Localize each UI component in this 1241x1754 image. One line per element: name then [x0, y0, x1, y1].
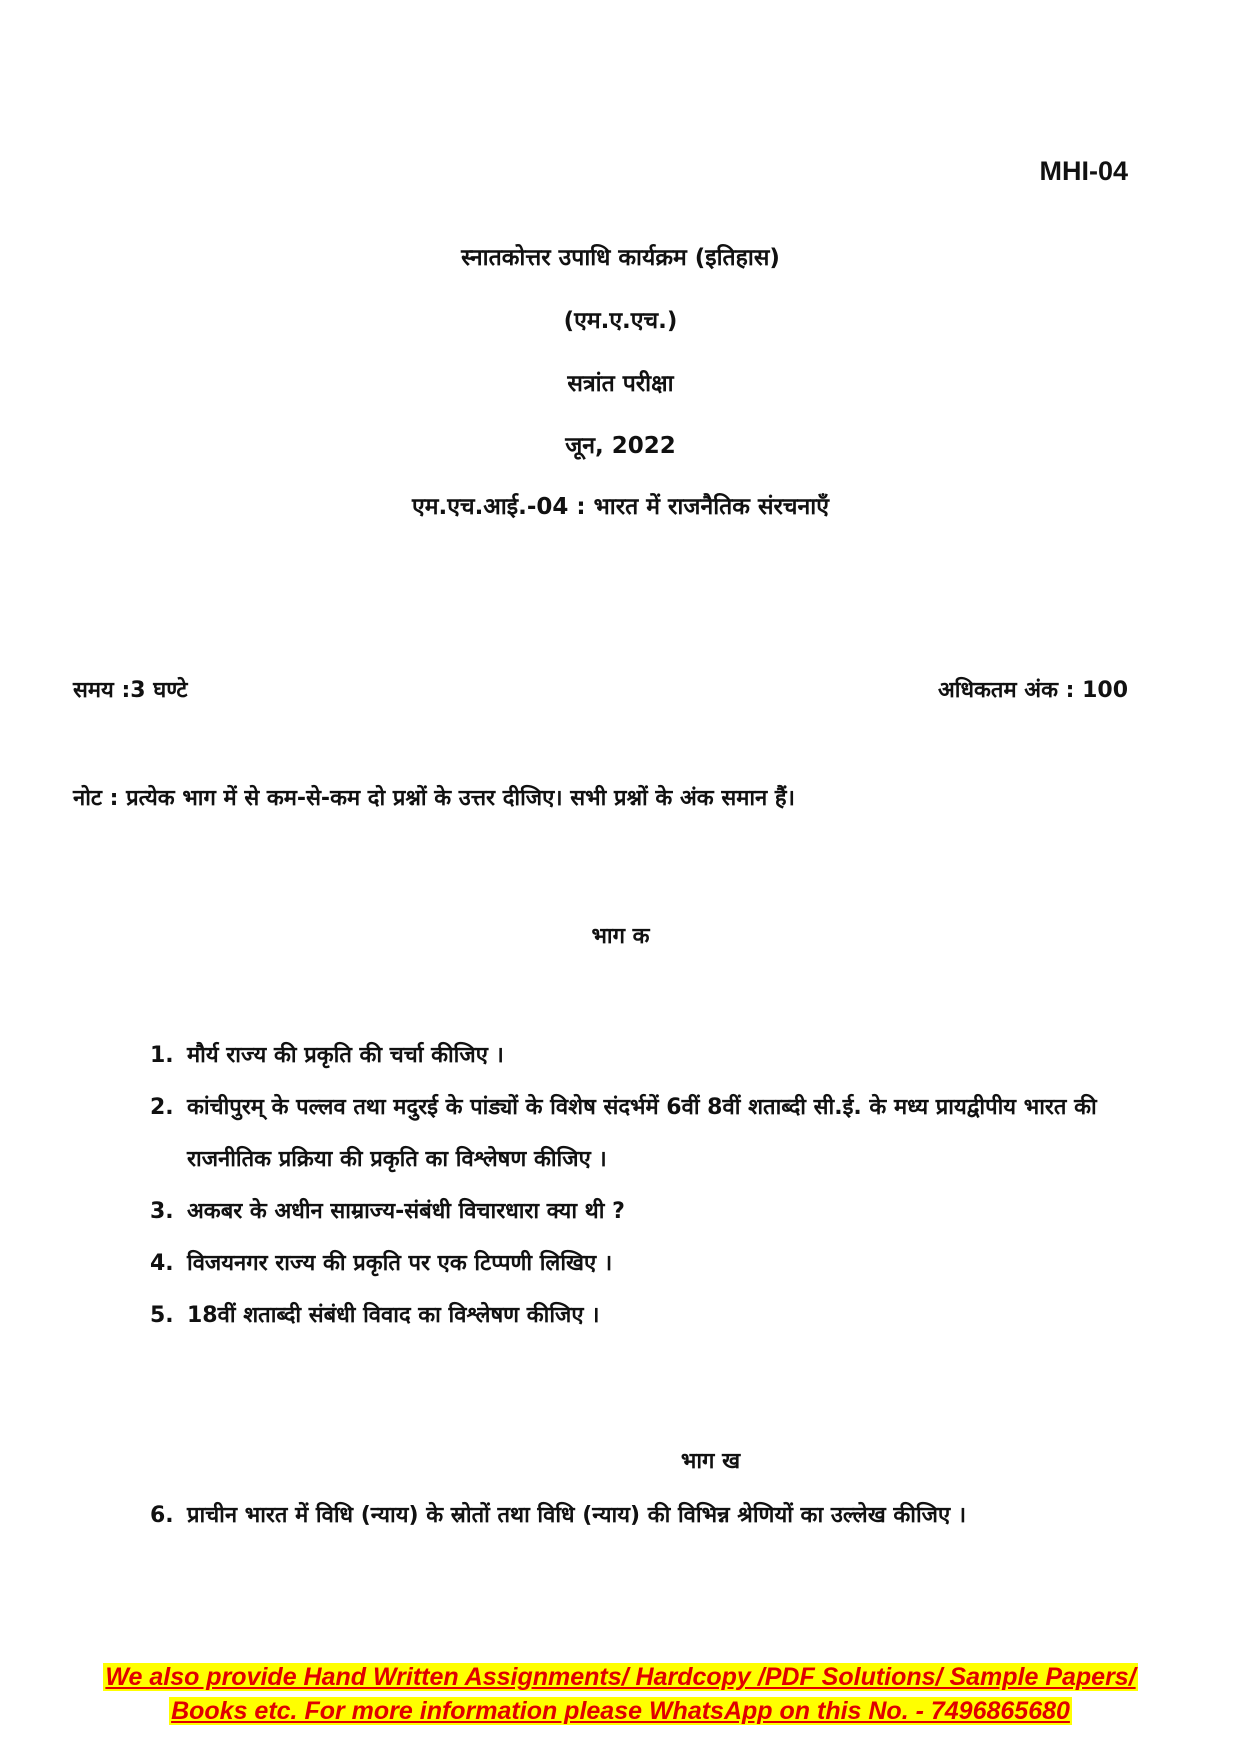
question-4: [150, 1238, 1130, 1290]
programme-abbreviation: (एम.ए.एच.): [563, 308, 678, 334]
section-b-heading: भाग ख: [680, 1449, 741, 1474]
question-1: [150, 1030, 1130, 1082]
question-2: [150, 1082, 1130, 1186]
section-a-questions: [150, 1030, 1130, 1342]
course-code: MHI-04: [1039, 156, 1128, 186]
question-number: 3.: [150, 1199, 174, 1224]
exam-type: सत्रांत परीक्षा: [567, 371, 674, 397]
question-text: अकबर के अधीन साम्राज्य-संबंधी विचारधारा क्या थी ?: [187, 1199, 625, 1224]
question-number: 4.: [150, 1251, 174, 1276]
question-6: [150, 1490, 1100, 1542]
question-text: कांचीपुरम् के पल्लव तथा मदुरई के पांड्यों के विशेष संदर्भमें 6वीं 8वीं शताब्दी सी.ई. के मध्य प्रायद्वीपीय भारत की राजनीतिक प्रक्रिया की प्रकृति का विश्लेषण कीजिए ।: [187, 1095, 1097, 1172]
question-number: 2.: [150, 1095, 174, 1120]
promo-line-1: We also provide Hand Written Assignments/ Hardcopy /PDF Solutions/ Sample Papers/: [105, 1663, 1136, 1691]
promo-footer: [0, 1660, 1241, 1728]
section-a-heading: भाग क: [591, 924, 650, 949]
programme-title: स्नातकोत्तर उपाधि कार्यक्रम (इतिहास): [461, 245, 780, 271]
question-3: [150, 1186, 1130, 1238]
instructions-note: नोट : प्रत्येक भाग में से कम-से-कम दो प्रश्नों के उत्तर दीजिए। सभी प्रश्नों के अंक समान हैं।: [73, 786, 795, 811]
paper-title: एम.एच.आई.-04 : भारत में राजनैतिक संरचनाएँ: [412, 494, 829, 520]
question-text: प्राचीन भारत में विधि (न्याय) के स्रोतों तथा विधि (न्याय) की विभिन्न श्रेणियों का उल्लेख कीजिए ।: [187, 1503, 967, 1528]
exam-session: जून, 2022: [565, 433, 676, 459]
promo-line-2: Books etc. For more information please WhatsApp on this No. - 7496865680: [171, 1697, 1070, 1725]
question-text: 18वीं शताब्दी संबंधी विवाद का विश्लेषण कीजिए ।: [187, 1303, 600, 1328]
question-text: मौर्य राज्य की प्रकृति की चर्चा कीजिए ।: [187, 1043, 504, 1068]
question-text: विजयनगर राज्य की प्रकृति पर एक टिप्पणी लिखिए ।: [187, 1251, 613, 1276]
question-number: 6.: [150, 1503, 174, 1528]
question-number: 1.: [150, 1043, 174, 1068]
section-b-questions: [150, 1490, 1100, 1542]
maximum-marks: अधिकतम अंक : 100: [937, 678, 1128, 703]
question-number: 5.: [150, 1303, 174, 1328]
time-allowed: समय :3 घण्टे: [73, 678, 188, 703]
question-5: [150, 1290, 1130, 1342]
